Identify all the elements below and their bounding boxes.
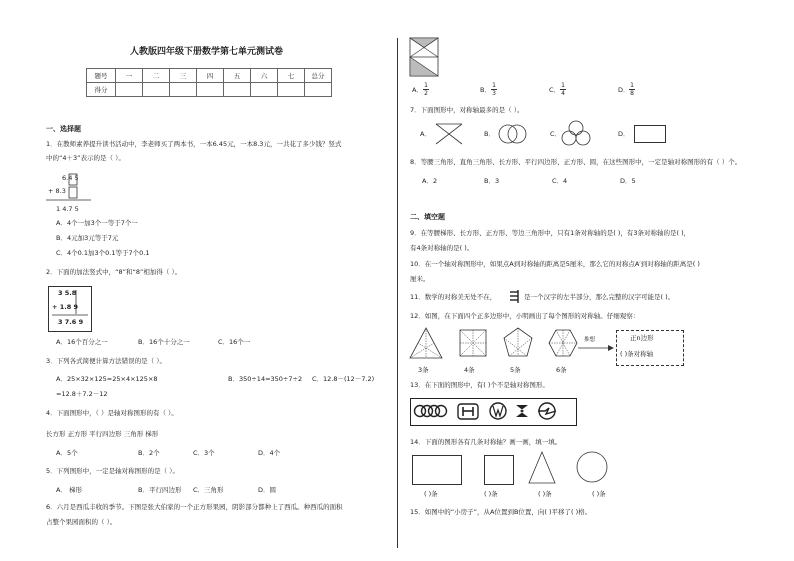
option-b[interactable]: B．2个 [138,449,160,457]
question-text: 8．等腰三角形、直角三角形、长方形、平行四边形、正方形、圆，在这些图形中，一定是轴对称图形的有（ ）个。 [410,158,742,166]
suzuki-logo-icon [516,405,528,417]
option-b[interactable]: B． [480,86,491,94]
highlight-box [69,174,77,185]
calc-line: 6.4 5 [62,174,79,182]
option-d[interactable]: D． [618,130,630,138]
question-text: 2．下面的加法竖式中，“8”和“8”相加得（ ）。 [46,268,182,276]
question-text: 4．下面图形中，（ ）是轴对称图形的有（ ）。 [46,409,178,417]
option-a[interactable]: A．16个百分之一 [56,338,108,346]
option-c[interactable]: C．三角形 [193,486,224,494]
table-row [87,83,332,97]
score-cell[interactable] [251,83,278,97]
axis-count-label: 4条 [464,366,475,374]
answer-blank[interactable]: ( )条 [592,490,606,498]
orchard-figure [410,38,440,78]
section-heading: 一、选择题 [46,125,81,133]
honda-logo-icon [458,404,478,419]
answer-blank[interactable]: ( )条 [538,490,552,498]
question-text: 11．数学的对称美无处不在， [410,293,497,301]
question-text: 是一个汉字的左半部分，那么完整的汉字可能是( )。 [524,293,675,301]
inference-text: 正n边形 [630,334,654,342]
rectangle-figure [412,455,462,485]
table-cell: 三 [170,69,197,83]
question-text: 9．在等腰梯形、长方形、正方形、等边三角形中，只有1条对称轴的是( )，有3条对称轴的是( )， [410,229,691,237]
option-d[interactable]: D．圆 [258,486,277,494]
car-logos-figure [412,401,572,423]
table-cell: 六 [251,69,278,83]
table-cell: 得分 [87,83,116,97]
option-c[interactable]: C． [549,86,561,94]
table-cell: 总分 [305,69,332,83]
question-text: 3．下列各式简便计算方法错误的是（ ）。 [46,357,166,365]
character-radical-figure [508,290,522,304]
calc-line: 1 4.7 5 [56,205,79,213]
table-cell: 七 [278,69,305,83]
calc-line: + 8.3 [48,187,66,195]
table-cell: 一 [116,69,143,83]
option-a[interactable]: A．2 [422,177,438,185]
polygon-axes-figure [408,326,598,366]
table-cell: 二 [143,69,170,83]
arrow-label: 推想 [584,337,596,343]
inference-blank[interactable]: ( )条对称轴 [620,350,654,358]
question-text: 1．在教师素养提升读书活动中，李老师买了两本书，一本6.45元，一本8.3元，一共花了多少钱？竖式 [46,140,342,148]
cross-figure [436,124,466,146]
question-text: 5．下列图形中，一定是轴对称图形的是（ ）。 [46,467,179,475]
page-title: 人教版四年级下册数学第七单元测试卷 [130,47,284,57]
option-a[interactable]: A．5个 [56,449,78,457]
triangle-figure [528,451,558,485]
option-a[interactable]: A．4个一加3个一等于7个一 [56,219,138,227]
question-text: 有4条对称轴的是( )。 [410,244,474,252]
audi-logo-icon [415,406,447,417]
score-cell[interactable] [170,83,197,97]
question-text: 占整个果园面积的（ ）。 [46,518,117,526]
two-circles-figure [498,124,528,146]
section-heading: 二、填空题 [410,213,445,221]
fraction-c: 1 4 [561,82,565,97]
calc-line: 3 5.8 [58,289,77,297]
answer-blank[interactable]: ( )条 [424,490,438,498]
volkswagen-logo-icon [490,403,506,419]
question-text: 10．在一个轴对称图形中，如果点A到对称轴的距离是5厘米，那么它的对称点A′到对称轴的距离是( ) [410,260,700,268]
table-row [87,69,332,83]
option-c[interactable]: C．4 [552,177,568,185]
table-cell: 五 [224,69,251,83]
option-d[interactable]: D．5 [620,177,636,185]
option-c[interactable]: C．3个 [193,449,215,457]
score-cell[interactable] [197,83,224,97]
highlight-box [69,187,77,198]
option-b[interactable]: B．平行四边形 [138,486,182,494]
opel-logo-icon [538,403,556,419]
option-c[interactable]: C．4个0.1加3个0.1等于7个0.1 [56,249,150,257]
calc-line: + 1.8 9 [52,303,79,311]
score-cell[interactable] [278,83,305,97]
option-d[interactable]: D． [618,86,630,94]
axis-count-label: 3条 [418,366,429,374]
option-b[interactable]: B．350÷14=350÷7÷2 [228,375,303,383]
score-table [86,68,332,97]
option-c[interactable]: C．12.8－(12－7.2) [312,375,375,383]
option-a[interactable]: A．25×32×125=25×4×125×8 [56,375,158,383]
option-c[interactable]: C． [550,130,562,138]
option-b[interactable]: B．3 [484,177,500,185]
question-text: 中的“4＋3”表示的是（ ）。 [46,154,125,162]
question-text: 厘米。 [410,275,430,283]
question-text: 7．下面图形中，对称轴最多的是（ ）。 [410,106,524,114]
option-b[interactable]: B． [484,130,495,138]
question-text: 14．下面的图形各有几条对称轴？画一画，填一填。 [410,438,562,446]
circle-figure [576,451,608,485]
fraction-a: 1 2 [424,82,428,97]
option-b[interactable]: B．16个十分之一 [138,338,190,346]
table-cell: 四 [197,69,224,83]
column-divider [397,38,398,548]
table-cell: 题号 [87,69,116,83]
square-figure [484,455,514,485]
shape-list: 长方形 正方形 平行四边形 三角形 梯形 [46,430,159,438]
score-cell[interactable] [143,83,170,97]
question-text: 13．在下面的图形中，有( )个不是轴对称图形。 [410,381,549,389]
rectangle-figure [634,125,666,143]
option-b[interactable]: B．4元加3元等于7元 [56,234,119,242]
score-cell[interactable] [305,83,332,97]
fraction-b: 1 3 [492,82,496,97]
three-circles-figure [562,121,592,147]
question-text: 12．如图，在下面四个正多边形中，小明画出了每个图形的对称轴。仔细观察： [410,312,640,320]
option-c-continued: =12.8＋7.2－12 [56,390,108,398]
option-d[interactable]: D．4个 [258,449,281,457]
option-a[interactable]: A． [412,86,423,94]
option-c[interactable]: C．16个一 [218,338,251,346]
fraction-d: 1 8 [630,82,634,97]
calc-line: 3 7.6 9 [58,318,84,326]
axis-count-label: 5条 [510,366,521,374]
axis-count-label: 6条 [556,366,567,374]
question-text: 15．如图中的“小房子”，从A位置到B位置，向( )平移了( )格。 [410,508,592,516]
answer-blank[interactable]: ( )条 [484,490,498,498]
option-a[interactable]: A． [420,130,431,138]
question-text: 6．六月是西瓜丰收的季节。下图是张大伯家的一个正方形果园，阴影部分都种上了西瓜。种西瓜的面积 [46,503,343,511]
option-a[interactable]: A． 梯形 [56,486,83,494]
score-cell[interactable] [116,83,143,97]
score-cell[interactable] [224,83,251,97]
